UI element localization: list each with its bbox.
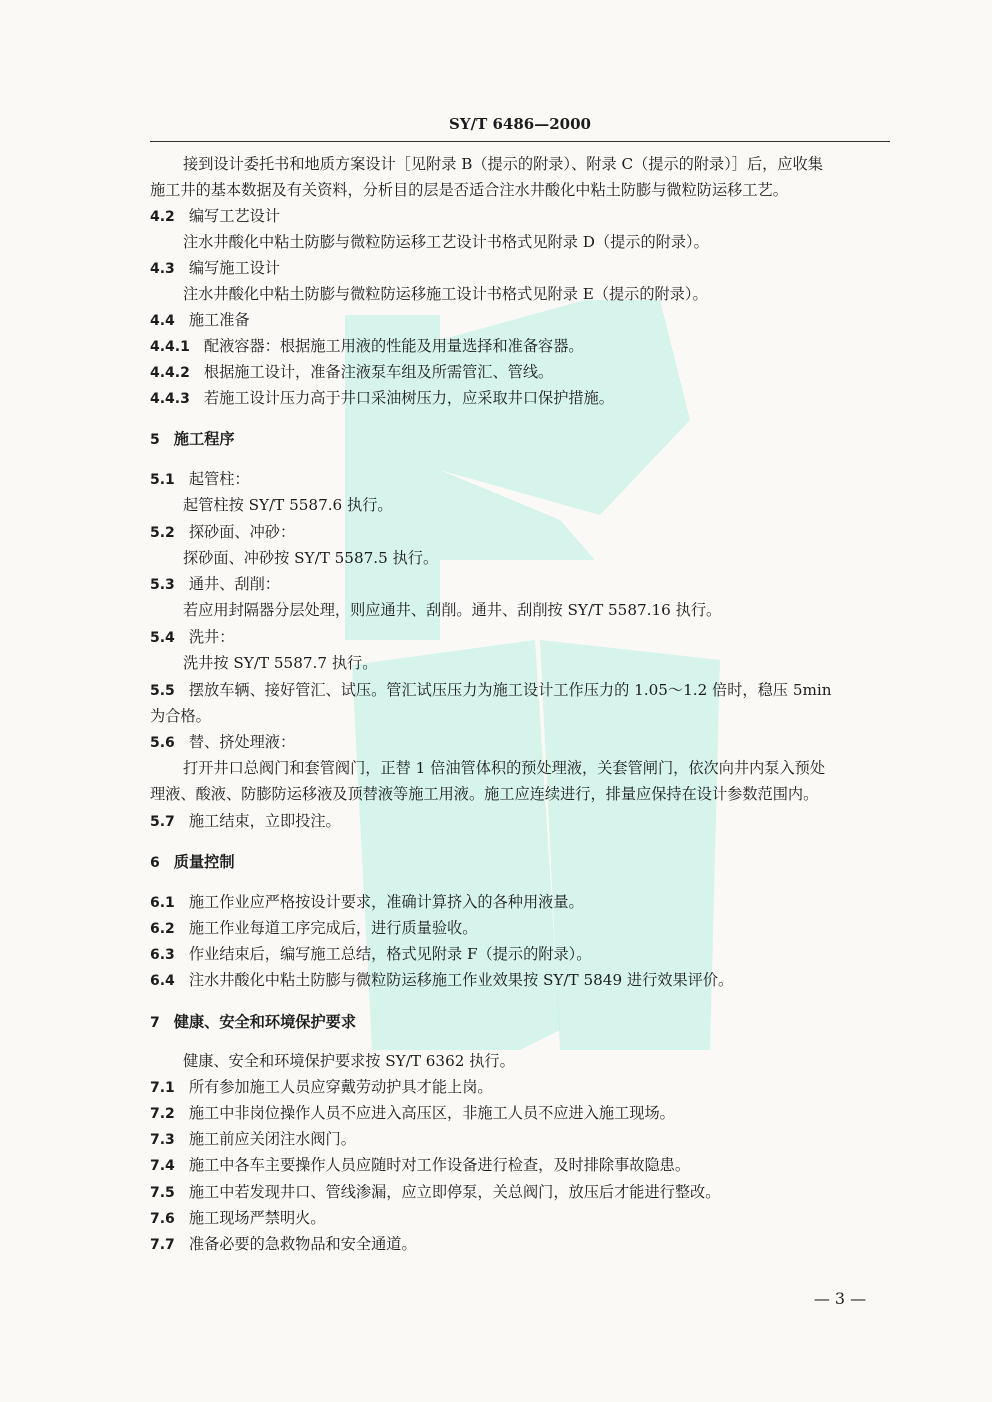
section-title: 质量控制 — [173, 853, 235, 871]
paragraph-line: 洗井按 SY/T 5587.7 执行。 — [183, 654, 378, 672]
clause-number: 6.1 — [150, 895, 175, 911]
clause-text: 施工前应关闭注水阀门。 — [188, 1130, 356, 1148]
clause-text: 作业结束后，编写施工总结，格式见附录 F（提示的附录）。 — [188, 945, 592, 963]
clause-item — [150, 889, 890, 915]
section-heading — [150, 1009, 890, 1035]
clause-text: 探砂面、冲砂： — [188, 523, 296, 541]
clause-text: 准备必要的急救物品和安全通道。 — [188, 1235, 417, 1253]
clause-item — [150, 941, 890, 967]
paragraph-line: 健康、安全和环境保护要求按 SY/T 6362 执行。 — [183, 1052, 515, 1070]
clause-item — [150, 808, 890, 834]
clause-text: 施工现场严禁明火。 — [188, 1209, 326, 1227]
paragraph-line: 注水井酸化中粘土防膨与微粒防运移工艺设计书格式见附录 D（提示的附录）。 — [183, 233, 709, 251]
clause-number: 5.5 — [150, 683, 175, 699]
clause-number: 7.7 — [150, 1237, 175, 1253]
clause-number: 7.5 — [150, 1185, 175, 1201]
clause-text: 所有参加施工人员应穿戴劳动护具才能上岗。 — [188, 1078, 493, 1096]
clause-number: 7.4 — [150, 1158, 175, 1174]
clause-number: 5.6 — [150, 735, 175, 751]
clause-number: 7.6 — [150, 1211, 175, 1227]
clause-item — [150, 1100, 890, 1126]
clause-item — [150, 1152, 890, 1178]
clause-item — [150, 571, 890, 597]
section-heading — [150, 849, 890, 875]
clause-item — [150, 333, 890, 359]
section-number: 6 — [150, 855, 160, 871]
clause-text: 施工中若发现井口、管线渗漏，应立即停泵，关总阀门，放压后才能进行整改。 — [188, 1183, 721, 1201]
clause-text: 编写工艺设计 — [188, 207, 280, 225]
paragraph-line: 接到设计委托书和地质方案设计［见附录 B（提示的附录）、附录 C（提示的附录）］后，应收集 — [183, 155, 823, 173]
document-code-header: SY/T 6486—2000 — [449, 115, 591, 133]
clause-number: 6.4 — [150, 973, 175, 989]
clause-number: 5.4 — [150, 630, 175, 646]
clause-item — [150, 624, 890, 650]
paragraph-line: 探砂面、冲砂按 SY/T 5587.5 执行。 — [183, 549, 439, 567]
paragraph-line: 打开井口总阀门和套管阀门，正替 1 倍油管体积的预处理液，关套管闸门，依次向井内泵入预处 — [183, 759, 826, 777]
clause-item — [150, 203, 890, 229]
clause-text: 若施工设计压力高于井口采油树压力，应采取井口保护措施。 — [203, 389, 614, 407]
clause-text: 施工作业应严格按设计要求，准确计算挤入的各种用液量。 — [188, 893, 584, 911]
clause-item — [150, 519, 890, 545]
clause-number: 5.1 — [150, 472, 175, 488]
clause-item — [150, 359, 890, 385]
paragraph-line: 理液、酸液、防膨防运移液及顶替液等施工用液。施工应连续进行，排量应保持在设计参数范围内。 — [150, 785, 819, 803]
clause-text: 起管柱： — [188, 470, 250, 488]
section-heading — [150, 426, 890, 452]
clause-number: 6.3 — [150, 947, 175, 963]
section-number: 5 — [150, 432, 160, 448]
clause-item — [150, 729, 890, 755]
clause-text: 施工中非岗位操作人员不应进入高压区，非施工人员不应进入施工现场。 — [188, 1104, 675, 1122]
clause-number: 7.3 — [150, 1132, 175, 1148]
clause-text: 替、挤处理液： — [188, 733, 296, 751]
clause-text: 施工作业每道工序完成后，进行质量验收。 — [188, 919, 478, 937]
clause-text: 配液容器：根据施工用液的性能及用量选择和准备容器。 — [203, 337, 584, 355]
clause-item — [150, 1231, 890, 1257]
clause-number: 4.4 — [150, 313, 175, 329]
clause-item — [150, 1074, 890, 1100]
clause-number: 6.2 — [150, 921, 175, 937]
clause-item — [150, 1205, 890, 1231]
clause-item — [150, 385, 890, 411]
clause-item — [150, 967, 890, 993]
clause-number: 7.1 — [150, 1080, 175, 1096]
clause-text: 编写施工设计 — [188, 259, 280, 277]
paragraph-line: 起管柱按 SY/T 5587.6 执行。 — [183, 496, 393, 514]
clause-text: 施工结束，立即投注。 — [188, 812, 341, 830]
clause-number: 4.4.2 — [150, 365, 190, 381]
paragraph-line: 施工井的基本数据及有关资料，分析目的层是否适合注水井酸化中粘土防膨与微粒防运移工艺。 — [150, 181, 788, 199]
clause-item — [150, 307, 890, 333]
header-rule — [150, 141, 890, 142]
clause-item — [150, 466, 890, 492]
clause-item — [150, 915, 890, 941]
clause-number: 4.4.1 — [150, 339, 190, 355]
clause-text: 施工准备 — [188, 311, 250, 329]
clause-number: 5.7 — [150, 814, 175, 830]
clause-text: 洗井： — [188, 628, 235, 646]
clause-item — [150, 255, 890, 281]
clause-number: 5.2 — [150, 525, 175, 541]
paragraph-line: 注水井酸化中粘土防膨与微粒防运移施工设计书格式见附录 E（提示的附录）。 — [183, 285, 708, 303]
clause-number: 4.3 — [150, 261, 175, 277]
section-title: 施工程序 — [173, 430, 235, 448]
clause-number: 4.2 — [150, 209, 175, 225]
clause-text: 注水井酸化中粘土防膨与微粒防运移施工作业效果按 SY/T 5849 进行效果评价。 — [188, 971, 734, 989]
clause-text: 施工中各车主要操作人员应随时对工作设备进行检查，及时排除事故隐患。 — [188, 1156, 690, 1174]
page-number: — 3 — — [813, 1289, 867, 1308]
paragraph-line: 若应用封隔器分层处理，则应通井、刮削。通井、刮削按 SY/T 5587.16 执行。 — [183, 601, 722, 619]
clause-number: 7.2 — [150, 1106, 175, 1122]
paragraph-line: 为合格。 — [150, 707, 211, 725]
clause-text: 根据施工设计，准备注液泵车组及所需管汇、管线。 — [203, 363, 554, 381]
clause-text: 摆放车辆、接好管汇、试压。管汇试压压力为施工设计工作压力的 1.05～1.2 倍时，稳压 5min — [188, 681, 832, 699]
clause-number: 4.4.3 — [150, 391, 190, 407]
clause-number: 5.3 — [150, 577, 175, 593]
section-title: 健康、安全和环境保护要求 — [173, 1013, 356, 1031]
clause-item — [150, 1126, 890, 1152]
clause-item — [150, 677, 890, 703]
section-number: 7 — [150, 1015, 160, 1031]
clause-text: 通井、刮削： — [188, 575, 280, 593]
clause-item — [150, 1179, 890, 1205]
